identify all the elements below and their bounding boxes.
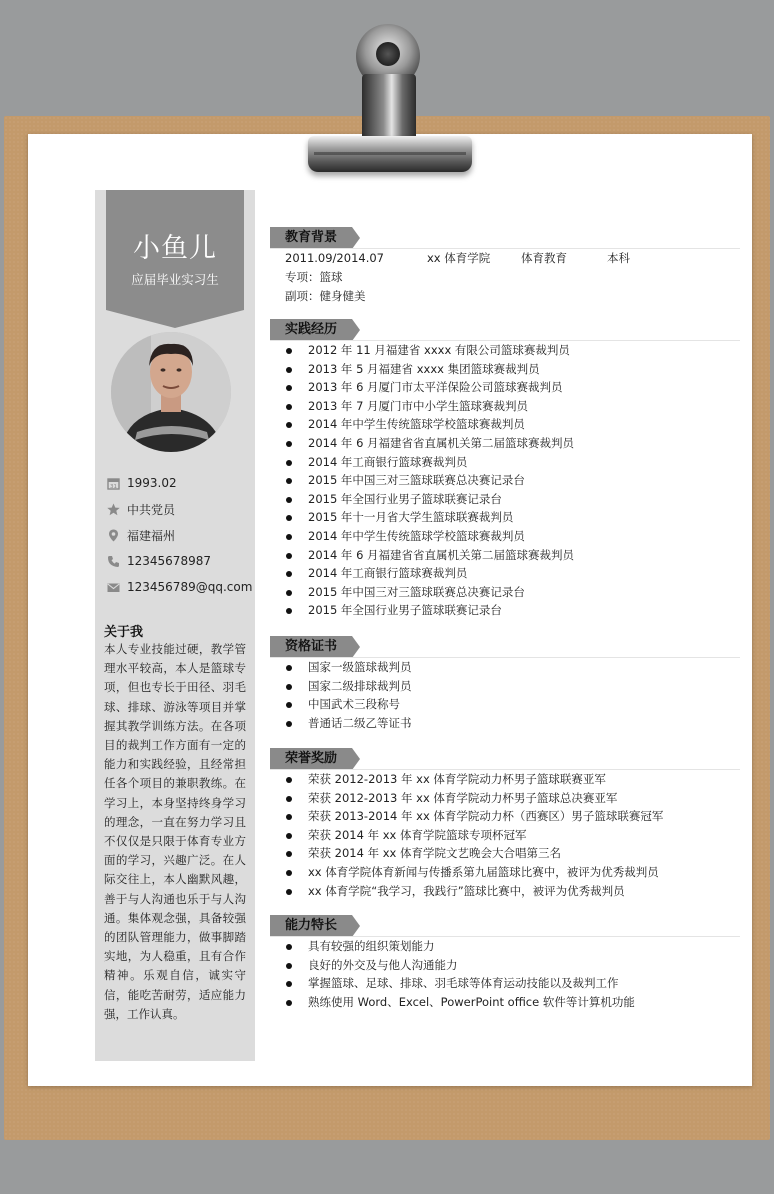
list-item: 荣获 2014 年 xx 体育学院篮球专项杯冠军 (270, 826, 663, 845)
email-row: 123456789@qq.com (106, 574, 256, 600)
list-item: 2013 年 7 月厦门市中小学生篮球赛裁判员 (270, 397, 574, 416)
list-item: 2015 年全国行业男子篮球联赛记录台 (270, 601, 574, 620)
binder-clip (300, 24, 480, 184)
education-header: 教育背景 (270, 227, 360, 249)
certificates-header: 资格证书 (270, 636, 360, 658)
list-item: 普通话二级乙等证书 (270, 714, 412, 733)
about-text: 本人专业技能过硬，教学管理水平较高，本人是篮球专项，但也专长于田径、羽毛球、排球、游泳等项目并掌握其教学训练方法。在各项目的裁判工作方面有一定的能力和实践经验，且经常担任各个项目的兼职教练。在学习上，本身坚持终身学习的理念，一直在努力学习且不仅仅是只限于体育专业方面的学习，兴趣广泛。在人际交往上，本人幽默风趣，善于与人沟通也乐于与人沟通。集体观念强，具备较强的团队管理能力，做事脚踏实地，为人稳重，且有合作精神。乐观自信，诚实守信，能吃苦耐劳，适应能力强，工作认真。 (104, 642, 246, 1021)
list-item: 2013 年 5 月福建省 xxxx 集团篮球赛裁判员 (270, 360, 574, 379)
list-item: 荣获 2012-2013 年 xx 体育学院动力杯男子篮球总决赛亚军 (270, 789, 663, 808)
party-row: 中共党员 (106, 496, 256, 522)
education-period: 2011.09/2014.07 (285, 251, 384, 265)
list-item: 2014 年中学生传统篮球学校篮球赛裁判员 (270, 415, 574, 434)
phone-row: 12345678987 (106, 548, 256, 574)
location-pin-icon (106, 528, 120, 542)
list-item: xx 体育学院“我学习，我践行”篮球比赛中，被评为优秀裁判员 (270, 882, 663, 901)
star-icon (106, 502, 120, 516)
education-minor: 副项：健身健美 (285, 289, 366, 303)
list-item: 国家一级篮球裁判员 (270, 658, 412, 677)
list-item: 2015 年中国三对三篮球联赛总决赛记录台 (270, 471, 574, 490)
list-item: 2015 年十一月省大学生篮球联赛裁判员 (270, 508, 574, 527)
list-item: 良好的外交及与他人沟通能力 (270, 956, 635, 975)
location-row: 福建福州 (106, 522, 256, 548)
person-name: 小鱼儿 (133, 233, 217, 264)
contact-info (106, 470, 256, 600)
education-specialty: 专项：篮球 (285, 270, 343, 284)
about-title: 关于我 (104, 625, 144, 640)
education-school: xx 体育学院 (427, 251, 491, 265)
education-row (270, 249, 630, 268)
list-item: 2014 年工商银行篮球赛裁判员 (270, 564, 574, 583)
list-item: 2015 年中国三对三篮球联赛总决赛记录台 (270, 583, 574, 602)
list-item: 2013 年 6 月厦门市太平洋保险公司篮球赛裁判员 (270, 378, 574, 397)
name-banner (106, 190, 244, 328)
practice-header: 实践经历 (270, 319, 360, 341)
education-major: 体育教育 (521, 251, 567, 265)
list-item: 具有较强的组织策划能力 (270, 937, 635, 956)
list-item: 2014 年 6 月福建省省直属机关第二届篮球赛裁判员 (270, 434, 574, 453)
practice-list (270, 341, 574, 620)
education-section (270, 227, 630, 306)
practice-section (270, 319, 574, 620)
list-item: 掌握篮球、足球、排球、羽毛球等体育运动技能以及裁判工作 (270, 974, 635, 993)
skills-list (270, 937, 635, 1011)
honors-section (270, 748, 663, 900)
envelope-icon (106, 580, 120, 594)
list-item: 荣获 2012-2013 年 xx 体育学院动力杯男子篮球联赛亚军 (270, 770, 663, 789)
certificates-section (270, 636, 412, 732)
calendar-icon (106, 476, 120, 490)
certificates-list (270, 658, 412, 732)
list-item: 熟练使用 Word、Excel、PowerPoint office 软件等计算机功能 (270, 993, 635, 1012)
honors-header: 荣誉奖励 (270, 748, 360, 770)
skills-header: 能力特长 (270, 915, 360, 937)
list-item: 荣获 2013-2014 年 xx 体育学院动力杯（西赛区）男子篮球联赛冠军 (270, 807, 663, 826)
list-item: 2014 年中学生传统篮球学校篮球赛裁判员 (270, 527, 574, 546)
skills-section (270, 915, 635, 1011)
birthdate-row: 31 1993.02 (106, 470, 256, 496)
list-item: 2014 年工商银行篮球赛裁判员 (270, 453, 574, 472)
list-item: 荣获 2014 年 xx 体育学院文艺晚会大合唱第三名 (270, 844, 663, 863)
list-item: 中国武术三段称号 (270, 695, 412, 714)
honors-list (270, 770, 663, 900)
education-degree: 本科 (607, 251, 630, 265)
person-subtitle: 应届毕业实习生 (131, 272, 219, 287)
avatar (111, 332, 231, 452)
list-item: 2012 年 11 月福建省 xxxx 有限公司篮球赛裁判员 (270, 341, 574, 360)
svg-text:31: 31 (109, 483, 117, 490)
list-item: xx 体育学院体育新闻与传播系第九届篮球比赛中，被评为优秀裁判员 (270, 863, 663, 882)
list-item: 2014 年 6 月福建省省直属机关第二届篮球赛裁判员 (270, 546, 574, 565)
list-item: 2015 年全国行业男子篮球联赛记录台 (270, 490, 574, 509)
phone-icon (106, 554, 120, 568)
list-item: 国家二级排球裁判员 (270, 677, 412, 696)
